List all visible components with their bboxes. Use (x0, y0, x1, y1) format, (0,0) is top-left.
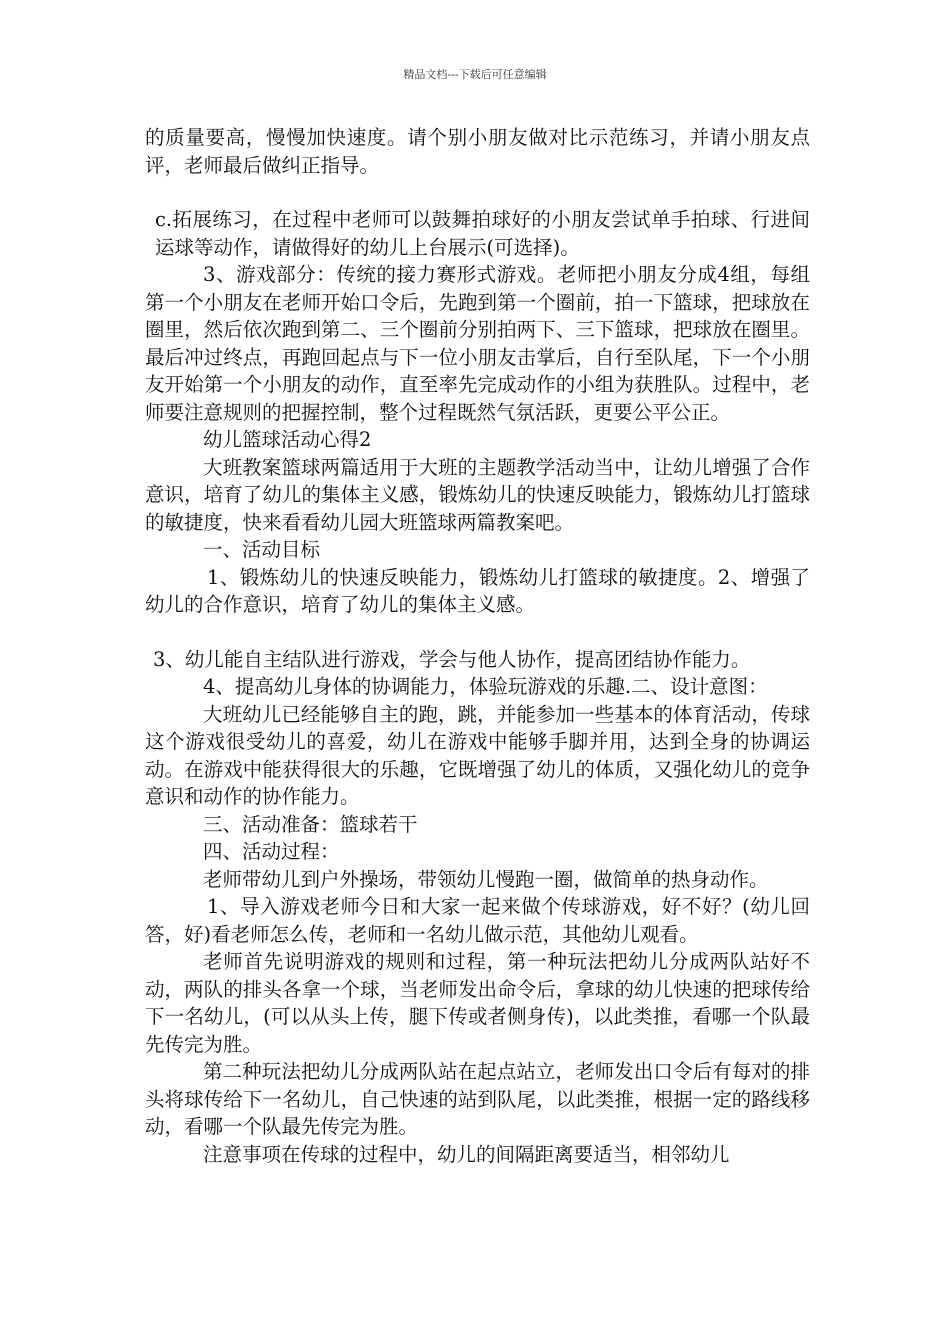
section-heading: 四、活动过程： (203, 840, 340, 863)
paragraph: 第二种玩法把幼儿分成两队站在起点站立，老师发出口令后有每对的排头将球传给下一名幼儿，自己快速的站到队尾，以此类推，根据一定的路线移动，看哪一个队最先传完为胜。 (145, 1060, 810, 1138)
paragraph: 4、提高幼儿身体的协调能力，体验玩游戏的乐趣.二、设计意图： (203, 675, 768, 698)
paragraph: 老师首先说明游戏的规则和过程，第一种玩法把幼儿分成两队站好不动，两队的排头各拿一个球，当老师发出命令后，拿球的幼儿快速的把球传给下一名幼儿，(可以从头上传，腿下传或者侧身传)，以此类推，看哪一个队最先传完为胜。 (145, 950, 810, 1056)
paragraph: 注意事项在传球的过程中，幼儿的间隔距离要适当，相邻幼儿 (203, 1142, 730, 1166)
paragraph: 1、导入游戏老师今日和大家一起来做个传球游戏，好不好？(幼儿回答，好)看老师怎么传，老师和一名幼儿做示范，其他幼儿观看。 (145, 895, 810, 946)
paragraph: 大班幼儿已经能够自主的跑，跳，并能参加一些基本的体育活动，传球这个游戏很受幼儿的喜爱，幼儿在游戏中能够手脚并用，达到全身的协调运动。在游戏中能获得很大的乐趣，它既增强了幼儿的体质，又强化幼儿的竞争意识和动作的协作能力。 (145, 702, 810, 808)
paragraph: c.拓展练习，在过程中老师可以鼓舞拍球好的小朋友尝试单手拍球、行进间运球等动作，请做得好的幼儿上台展示(可选择)。 (155, 208, 810, 259)
paragraph: 大班教案篮球两篇适用于大班的主题教学活动当中，让幼儿增强了合作意识，培育了幼儿的集体主义感，锻炼幼儿的快速反映能力，锻炼幼儿打篮球的敏捷度，快来看看幼儿园大班篮球两篇教案吧。 (145, 455, 810, 534)
paragraph: 3、幼儿能自主结队进行游戏，学会与他人协作，提高团结协作能力。 (153, 647, 751, 671)
section-heading: 幼儿篮球活动心得2 (203, 428, 372, 451)
section-heading: 三、活动准备：篮球若干 (203, 812, 418, 836)
paragraph: 3、游戏部分：传统的接力赛形式游戏。老师把小朋友分成4组，每组第一个小朋友在老师开始口令后，先跑到第一个圈前，拍一下篮球，把球放在圈里，然后依次跑到第二、三个圈前分别拍两下、三下篮球，把球放在圈里。最后冲过终点，再跑回起点与下一位小朋友击掌后，自行至队尾，下一个小朋友开始第一个小朋友的动作，直至率先完成动作的小组为获胜队。过程中，老师要注意规则的把握控制，整个过程既然气氛活跃，更要公平公正。 (145, 263, 810, 424)
document-body (145, 124, 810, 1168)
paragraph: 老师带幼儿到户外操场，带领幼儿慢跑一圈，做简单的热身动作。 (203, 867, 769, 891)
section-heading: 一、活动目标 (203, 538, 321, 561)
paragraph: 1、锻炼幼儿的快速反映能力，锻炼幼儿打篮球的敏捷度。2、增强了幼儿的合作意识，培育了幼儿的集体主义感。 (145, 565, 810, 616)
page-header: 精品文档---下载后可任意编辑 (403, 68, 547, 81)
paragraph: 的质量要高，慢慢加快速度。请个别小朋友做对比示范练习，并请小朋友点评，老师最后做纠正指导。 (145, 126, 810, 177)
